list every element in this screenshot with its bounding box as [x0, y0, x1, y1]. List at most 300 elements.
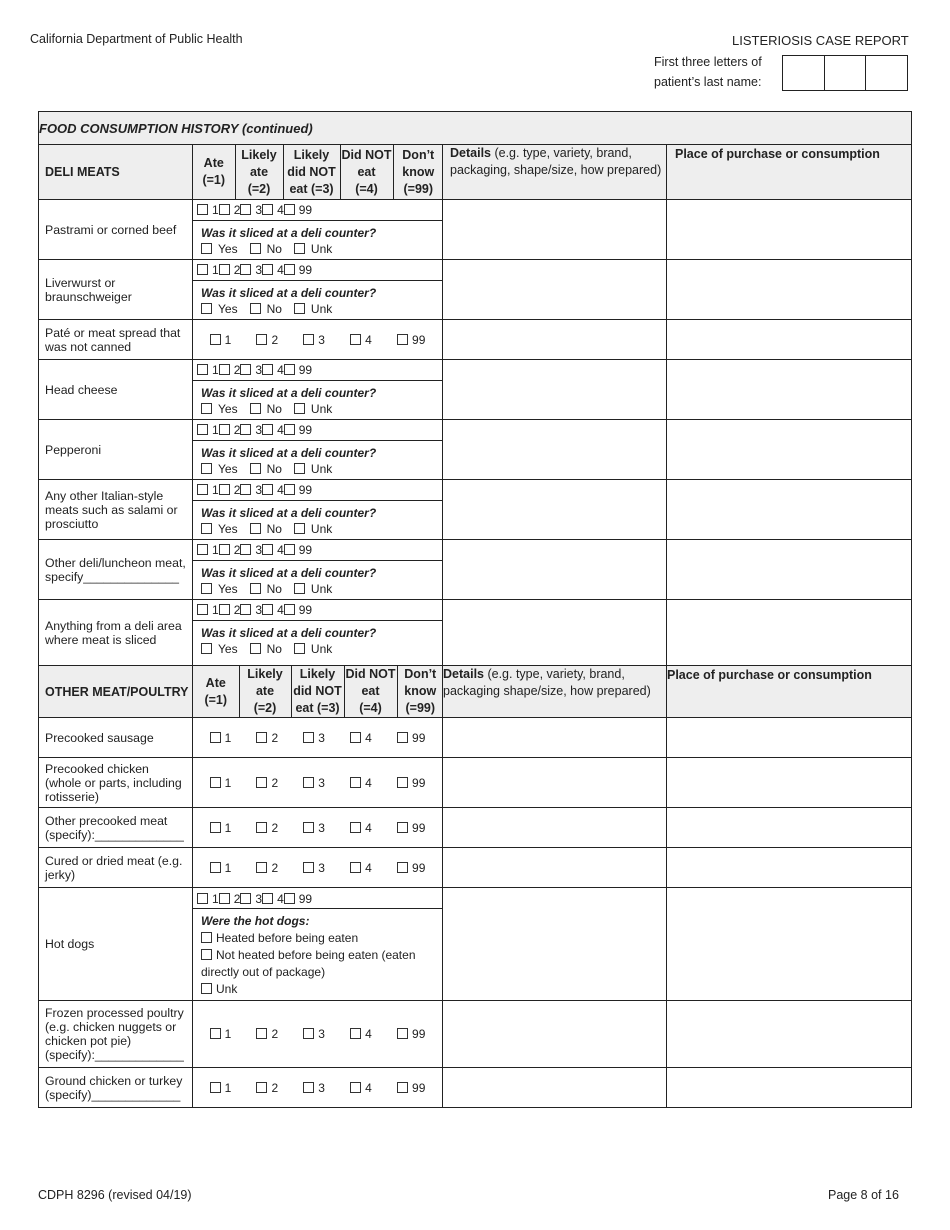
option-99[interactable]: 99	[397, 776, 425, 790]
checkbox-icon[interactable]	[219, 264, 230, 275]
page-number: Page 8 of 16	[828, 1188, 899, 1202]
option-2[interactable]: 2	[219, 543, 241, 557]
checkbox-icon[interactable]	[397, 822, 408, 833]
checkbox-icon[interactable]	[240, 204, 251, 215]
table-row	[39, 758, 912, 808]
place-field[interactable]	[667, 320, 912, 360]
checkbox-icon[interactable]	[256, 777, 267, 788]
details-header: Details (e.g. type, variety, brand, packaging, shape/size, how prepared)	[443, 145, 667, 200]
checkbox-icon[interactable]	[201, 463, 212, 474]
details-field[interactable]	[443, 200, 667, 260]
col-likely-ate: Likely ate (=2)	[239, 666, 291, 717]
option-3[interactable]: 3	[303, 1081, 325, 1095]
checkbox-icon[interactable]	[201, 983, 212, 994]
checkbox-icon[interactable]	[197, 484, 208, 495]
checkbox-icon[interactable]	[284, 364, 295, 375]
option-99[interactable]: 99	[397, 861, 425, 875]
food-item-label: Precooked chicken (whole or parts, including rotisserie)	[39, 758, 193, 808]
checkbox-icon[interactable]	[262, 893, 273, 904]
food-item-label: Frozen processed poultry (e.g. chicken nuggets or chicken pot pie) (specify):_____________	[39, 1001, 193, 1068]
option-1[interactable]: 1	[197, 603, 219, 617]
deli-sliced-question: Was it sliced at a deli counter? Yes No Unk	[193, 380, 442, 419]
checkbox-icon[interactable]	[294, 243, 305, 254]
option-no[interactable]: No	[250, 522, 288, 536]
deli-sliced-question: Was it sliced at a deli counter? Yes No Unk	[193, 620, 442, 659]
option-3[interactable]: 3	[240, 543, 262, 557]
checkbox-icon[interactable]	[294, 643, 305, 654]
checkbox-icon[interactable]	[219, 604, 230, 615]
food-item-label: Head cheese	[39, 360, 193, 420]
option-1[interactable]: 1	[210, 776, 232, 790]
option-3[interactable]: 3	[303, 333, 325, 347]
place-field[interactable]	[667, 758, 912, 808]
checkbox-icon[interactable]	[250, 463, 261, 474]
response-options	[193, 821, 442, 835]
option-1[interactable]: 1	[197, 203, 219, 217]
option-1[interactable]: 1	[210, 1027, 232, 1041]
checkbox-icon[interactable]	[210, 1082, 221, 1093]
checkbox-icon[interactable]	[201, 403, 212, 414]
option-1[interactable]: 1	[210, 1081, 232, 1095]
col-ate: Ate (=1)	[193, 145, 235, 199]
table-row	[39, 1068, 912, 1108]
place-header: Place of purchase or consumption	[667, 145, 912, 200]
food-item-label: Hot dogs	[39, 888, 193, 1001]
checkbox-icon[interactable]	[197, 604, 208, 615]
option-no[interactable]: No	[250, 302, 288, 316]
option-1[interactable]: 1	[210, 333, 232, 347]
checkbox-icon[interactable]	[350, 1028, 361, 1039]
option-no[interactable]: No	[250, 242, 288, 256]
option-2[interactable]: 2	[219, 423, 241, 437]
option-yes[interactable]: Yes	[201, 302, 244, 316]
option-99[interactable]: 99	[284, 203, 312, 217]
food-item-label: Pastrami or corned beef	[39, 200, 193, 260]
place-field[interactable]	[667, 200, 912, 260]
option-4[interactable]: 4	[350, 731, 372, 745]
checkbox-icon[interactable]	[240, 544, 251, 555]
checkbox-icon[interactable]	[250, 643, 261, 654]
place-field[interactable]	[667, 848, 912, 888]
option-4[interactable]: 4	[262, 363, 284, 377]
checkbox-icon[interactable]	[219, 544, 230, 555]
table-row	[39, 360, 912, 420]
details-field[interactable]	[443, 420, 667, 480]
checkbox-icon[interactable]	[262, 364, 273, 375]
option-heated[interactable]: Heated before being eaten	[201, 930, 442, 947]
option-2[interactable]: 2	[256, 1027, 278, 1041]
details-field[interactable]	[443, 758, 667, 808]
checkbox-icon[interactable]	[284, 544, 295, 555]
checkbox-icon[interactable]	[197, 893, 208, 904]
checkbox-icon[interactable]	[210, 822, 221, 833]
checkbox-icon[interactable]	[294, 403, 305, 414]
checkbox-icon[interactable]	[284, 484, 295, 495]
checkbox-icon[interactable]	[294, 583, 305, 594]
checkbox-icon[interactable]	[397, 1028, 408, 1039]
option-2[interactable]: 2	[219, 203, 241, 217]
initial-box-2[interactable]	[825, 56, 867, 90]
checkbox-icon[interactable]	[284, 204, 295, 215]
option-yes[interactable]: Yes	[201, 522, 244, 536]
option-4[interactable]: 4	[350, 1027, 372, 1041]
checkbox-icon[interactable]	[201, 583, 212, 594]
option-not-heated[interactable]: Not heated before being eaten (eaten directly out of package)	[201, 948, 416, 979]
option-1[interactable]: 1	[197, 483, 219, 497]
checkbox-icon[interactable]	[303, 334, 314, 345]
table-row	[39, 320, 912, 360]
option-99[interactable]: 99	[284, 892, 312, 906]
checkbox-icon[interactable]	[219, 204, 230, 215]
details-field[interactable]	[443, 1001, 667, 1068]
checkbox-icon[interactable]	[250, 243, 261, 254]
food-item-label: Pepperoni	[39, 420, 193, 480]
option-2[interactable]: 2	[256, 861, 278, 875]
option-yes[interactable]: Yes	[201, 462, 244, 476]
option-3[interactable]: 3	[240, 203, 262, 217]
table-row	[39, 260, 912, 320]
checkbox-icon[interactable]	[262, 204, 273, 215]
place-header: Place of purchase or consumption	[667, 666, 912, 718]
place-field[interactable]	[667, 1068, 912, 1108]
option-4[interactable]: 4	[262, 603, 284, 617]
response-options	[193, 363, 316, 377]
option-4[interactable]: 4	[262, 543, 284, 557]
checkbox-icon[interactable]	[350, 334, 361, 345]
checkbox-icon[interactable]	[219, 424, 230, 435]
place-field[interactable]	[667, 540, 912, 600]
checkbox-icon[interactable]	[256, 1028, 267, 1039]
checkbox-icon[interactable]	[197, 424, 208, 435]
place-field[interactable]	[667, 1001, 912, 1068]
option-2[interactable]: 2	[219, 263, 241, 277]
option-3[interactable]: 3	[303, 1027, 325, 1041]
initial-box-3[interactable]	[866, 56, 907, 90]
option-2[interactable]: 2	[219, 603, 241, 617]
checkbox-icon[interactable]	[350, 862, 361, 873]
checkbox-icon[interactable]	[303, 862, 314, 873]
details-field[interactable]	[443, 480, 667, 540]
checkbox-icon[interactable]	[262, 424, 273, 435]
details-field[interactable]	[443, 540, 667, 600]
details-field[interactable]	[443, 320, 667, 360]
option-99[interactable]: 99	[397, 821, 425, 835]
checkbox-icon[interactable]	[210, 732, 221, 743]
checkbox-icon[interactable]	[210, 777, 221, 788]
option-99[interactable]: 99	[284, 543, 312, 557]
checkbox-icon[interactable]	[240, 364, 251, 375]
option-2[interactable]: 2	[219, 363, 241, 377]
option-4[interactable]: 4	[262, 483, 284, 497]
table-row	[39, 888, 912, 1001]
option-99[interactable]: 99	[284, 263, 312, 277]
place-field[interactable]	[667, 600, 912, 666]
option-unk[interactable]: Unk	[294, 302, 338, 316]
option-3[interactable]: 3	[240, 892, 262, 906]
option-3[interactable]: 3	[303, 731, 325, 745]
details-field[interactable]	[443, 1068, 667, 1108]
option-99[interactable]: 99	[397, 731, 425, 745]
checkbox-icon[interactable]	[350, 732, 361, 743]
option-2[interactable]: 2	[256, 776, 278, 790]
place-field[interactable]	[667, 888, 912, 1001]
checkbox-icon[interactable]	[397, 732, 408, 743]
option-unk[interactable]: Unk	[201, 981, 442, 998]
option-3[interactable]: 3	[240, 483, 262, 497]
checkbox-icon[interactable]	[240, 424, 251, 435]
place-field[interactable]	[667, 260, 912, 320]
option-yes[interactable]: Yes	[201, 582, 244, 596]
response-options	[193, 333, 442, 347]
option-99[interactable]: 99	[397, 333, 425, 347]
details-field[interactable]	[443, 808, 667, 848]
option-99[interactable]: 99	[397, 1081, 425, 1095]
table-row	[39, 718, 912, 758]
section-title: FOOD CONSUMPTION HISTORY (continued)	[39, 112, 912, 145]
col-likely-ate: Likely ate (=2)	[235, 145, 283, 199]
deli-sliced-question: Was it sliced at a deli counter? Yes No Unk	[193, 440, 442, 479]
checkbox-icon[interactable]	[350, 822, 361, 833]
option-unk[interactable]: Unk	[294, 402, 338, 416]
option-99[interactable]: 99	[284, 363, 312, 377]
option-unk[interactable]: Unk	[294, 582, 338, 596]
agency-name: California Department of Public Health	[30, 32, 243, 46]
details-field[interactable]	[443, 718, 667, 758]
details-field[interactable]	[443, 848, 667, 888]
food-consumption-table	[38, 111, 912, 1108]
response-options	[193, 203, 316, 217]
option-2[interactable]: 2	[256, 731, 278, 745]
checkbox-icon[interactable]	[350, 777, 361, 788]
option-1[interactable]: 1	[197, 543, 219, 557]
response-options	[193, 1027, 442, 1041]
food-item-label: Other precooked meat (specify):_____________	[39, 808, 193, 848]
option-2[interactable]: 2	[219, 892, 241, 906]
checkbox-icon[interactable]	[219, 893, 230, 904]
details-field[interactable]	[443, 600, 667, 666]
checkbox-icon[interactable]	[397, 862, 408, 873]
option-4[interactable]: 4	[262, 423, 284, 437]
option-4[interactable]: 4	[350, 776, 372, 790]
option-3[interactable]: 3	[240, 603, 262, 617]
checkbox-icon[interactable]	[284, 893, 295, 904]
checkbox-icon[interactable]	[397, 777, 408, 788]
col-ate: Ate (=1)	[193, 666, 239, 717]
checkbox-icon[interactable]	[397, 334, 408, 345]
place-field[interactable]	[667, 360, 912, 420]
food-item-label: Other deli/luncheon meat, specify______________	[39, 540, 193, 600]
checkbox-icon[interactable]	[303, 822, 314, 833]
checkbox-icon[interactable]	[201, 303, 212, 314]
table-row	[39, 848, 912, 888]
option-3[interactable]: 3	[303, 821, 325, 835]
table-row	[39, 200, 912, 260]
option-yes[interactable]: Yes	[201, 242, 244, 256]
checkbox-icon[interactable]	[210, 334, 221, 345]
response-options	[193, 483, 316, 497]
checkbox-icon[interactable]	[256, 334, 267, 345]
checkbox-icon[interactable]	[250, 583, 261, 594]
place-field[interactable]	[667, 808, 912, 848]
checkbox-icon[interactable]	[256, 822, 267, 833]
col-likely-not: Likely did NOT eat (=3)	[283, 145, 340, 199]
checkbox-icon[interactable]	[294, 523, 305, 534]
checkbox-icon[interactable]	[284, 604, 295, 615]
food-item-label: Ground chicken or turkey (specify)_____________	[39, 1068, 193, 1108]
option-4[interactable]: 4	[350, 821, 372, 835]
option-no[interactable]: No	[250, 582, 288, 596]
checkbox-icon[interactable]	[201, 932, 212, 943]
initial-box-1[interactable]	[783, 56, 825, 90]
checkbox-icon[interactable]	[240, 484, 251, 495]
form-id: CDPH 8296 (revised 04/19)	[38, 1188, 192, 1202]
option-2[interactable]: 2	[256, 1081, 278, 1095]
checkbox-icon[interactable]	[201, 243, 212, 254]
checkbox-icon[interactable]	[397, 1082, 408, 1093]
deli-sliced-question: Was it sliced at a deli counter? Yes No Unk	[193, 220, 442, 259]
option-3[interactable]: 3	[240, 423, 262, 437]
option-4[interactable]: 4	[350, 1081, 372, 1095]
col-did-not: Did NOT eat (=4)	[340, 145, 393, 199]
checkbox-icon[interactable]	[350, 1082, 361, 1093]
checkbox-icon[interactable]	[303, 732, 314, 743]
col-did-not: Did NOT eat (=4)	[345, 667, 396, 715]
deli-sliced-question: Was it sliced at a deli counter? Yes No Unk	[193, 280, 442, 319]
food-item-label: Any other Italian-style meats such as salami or prosciutto	[39, 480, 193, 540]
place-field[interactable]	[667, 480, 912, 540]
option-1[interactable]: 1	[210, 821, 232, 835]
table-row	[39, 480, 912, 540]
option-2[interactable]: 2	[256, 821, 278, 835]
checkbox-icon[interactable]	[284, 264, 295, 275]
details-field[interactable]	[443, 360, 667, 420]
col-likely-not: Likely did NOT eat (=3)	[291, 666, 344, 717]
details-field[interactable]	[443, 888, 667, 1001]
place-field[interactable]	[667, 420, 912, 480]
checkbox-icon[interactable]	[240, 604, 251, 615]
checkbox-icon[interactable]	[210, 862, 221, 873]
deli-sliced-question: Was it sliced at a deli counter? Yes No Unk	[193, 500, 442, 539]
checkbox-icon[interactable]	[294, 303, 305, 314]
checkbox-icon[interactable]	[250, 303, 261, 314]
response-options	[193, 263, 316, 277]
option-99[interactable]: 99	[397, 1027, 425, 1041]
option-1[interactable]: 1	[197, 892, 219, 906]
checkbox-icon[interactable]	[197, 204, 208, 215]
report-title: LISTERIOSIS CASE REPORT	[732, 33, 909, 48]
option-unk[interactable]: Unk	[294, 462, 338, 476]
response-options	[193, 543, 316, 557]
option-99[interactable]: 99	[284, 423, 312, 437]
option-2[interactable]: 2	[219, 483, 241, 497]
option-4[interactable]: 4	[350, 861, 372, 875]
checkbox-icon[interactable]	[256, 732, 267, 743]
option-3[interactable]: 3	[303, 861, 325, 875]
checkbox-icon[interactable]	[262, 264, 273, 275]
response-options	[193, 861, 442, 875]
table-row	[39, 420, 912, 480]
other-meat-header: OTHER MEAT/POULTRY	[39, 666, 193, 718]
checkbox-icon[interactable]	[210, 1028, 221, 1039]
option-unk[interactable]: Unk	[294, 522, 338, 536]
food-item-label: Paté or meat spread that was not canned	[39, 320, 193, 360]
option-2[interactable]: 2	[256, 333, 278, 347]
response-options	[193, 776, 442, 790]
checkbox-icon[interactable]	[201, 523, 212, 534]
option-yes[interactable]: Yes	[201, 402, 244, 416]
table-row	[39, 600, 912, 666]
place-field[interactable]	[667, 718, 912, 758]
checkbox-icon[interactable]	[197, 264, 208, 275]
checkbox-icon[interactable]	[240, 264, 251, 275]
option-1[interactable]: 1	[210, 731, 232, 745]
checkbox-icon[interactable]	[256, 862, 267, 873]
checkbox-icon[interactable]	[250, 403, 261, 414]
option-4[interactable]: 4	[350, 333, 372, 347]
hotdog-question: Were the hot dogs: Heated before being eaten Not heated before being eaten (eaten directly out of package) Unk	[193, 908, 442, 1000]
option-unk[interactable]: Unk	[294, 642, 338, 656]
checkbox-icon[interactable]	[197, 364, 208, 375]
food-item-label: Precooked sausage	[39, 718, 193, 758]
option-unk[interactable]: Unk	[294, 242, 338, 256]
option-1[interactable]: 1	[197, 263, 219, 277]
table-row	[39, 540, 912, 600]
option-99[interactable]: 99	[284, 483, 312, 497]
checkbox-icon[interactable]	[303, 1028, 314, 1039]
option-1[interactable]: 1	[197, 363, 219, 377]
deli-meats-header: DELI MEATS	[39, 145, 193, 200]
option-no[interactable]: No	[250, 402, 288, 416]
checkbox-icon[interactable]	[201, 949, 212, 960]
option-99[interactable]: 99	[284, 603, 312, 617]
initials-label: First three letters of patient’s last name:	[654, 55, 762, 89]
checkbox-icon[interactable]	[219, 364, 230, 375]
checkbox-icon[interactable]	[262, 544, 273, 555]
option-no[interactable]: No	[250, 462, 288, 476]
checkbox-icon[interactable]	[201, 643, 212, 654]
option-4[interactable]: 4	[262, 892, 284, 906]
option-3[interactable]: 3	[240, 363, 262, 377]
option-1[interactable]: 1	[197, 423, 219, 437]
checkbox-icon[interactable]	[303, 777, 314, 788]
checkbox-icon[interactable]	[294, 463, 305, 474]
option-no[interactable]: No	[250, 642, 288, 656]
checkbox-icon[interactable]	[303, 1082, 314, 1093]
checkbox-icon[interactable]	[197, 544, 208, 555]
checkbox-icon[interactable]	[256, 1082, 267, 1093]
food-item-label: Anything from a deli area where meat is sliced	[39, 600, 193, 666]
option-1[interactable]: 1	[210, 861, 232, 875]
option-3[interactable]: 3	[303, 776, 325, 790]
table-row	[39, 808, 912, 848]
response-options	[193, 603, 316, 617]
option-3[interactable]: 3	[240, 263, 262, 277]
option-yes[interactable]: Yes	[201, 642, 244, 656]
checkbox-icon[interactable]	[284, 424, 295, 435]
checkbox-icon[interactable]	[240, 893, 251, 904]
option-4[interactable]: 4	[262, 263, 284, 277]
food-item-label: Cured or dried meat (e.g. jerky)	[39, 848, 193, 888]
initials-boxes	[782, 55, 908, 91]
checkbox-icon[interactable]	[219, 484, 230, 495]
details-field[interactable]	[443, 260, 667, 320]
option-4[interactable]: 4	[262, 203, 284, 217]
checkbox-icon[interactable]	[262, 604, 273, 615]
checkbox-icon[interactable]	[262, 484, 273, 495]
table-row	[39, 1001, 912, 1068]
deli-sliced-question: Was it sliced at a deli counter? Yes No Unk	[193, 560, 442, 599]
checkbox-icon[interactable]	[250, 523, 261, 534]
